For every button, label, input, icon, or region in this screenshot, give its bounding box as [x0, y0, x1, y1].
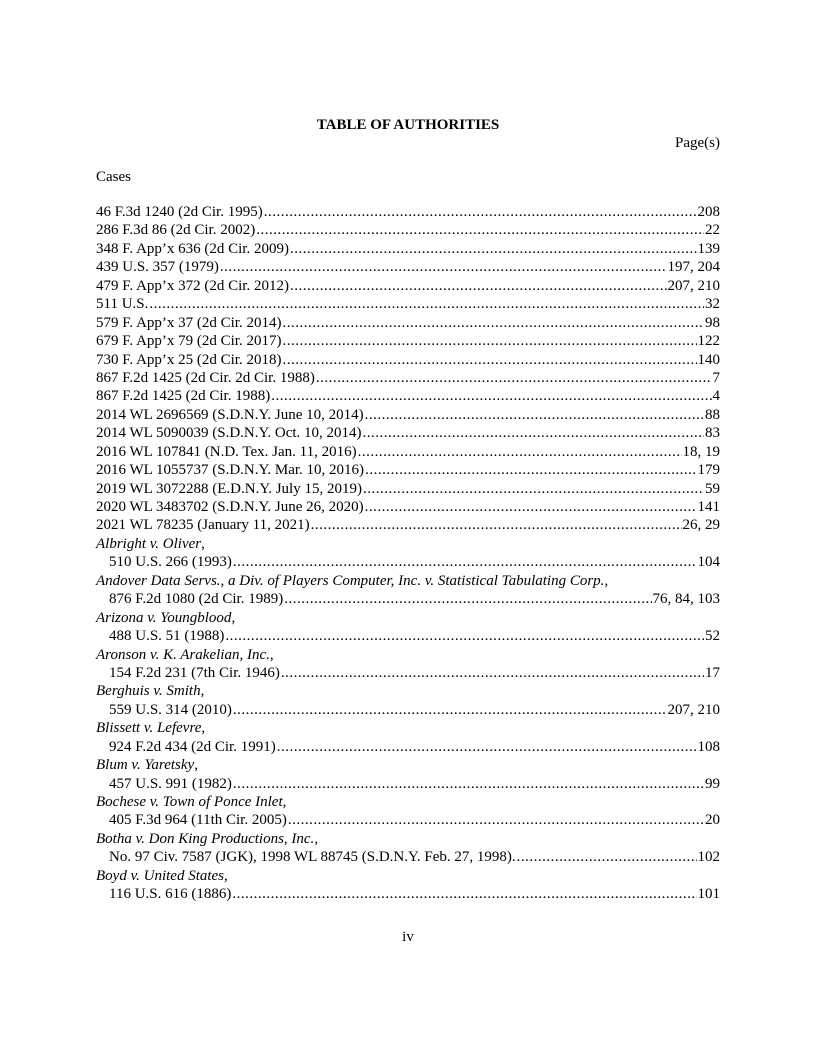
- citation-text: 154 F.2d 231 (7th Cir. 1946): [109, 664, 280, 681]
- page-column-header: Page(s): [675, 135, 720, 151]
- dot-leader: [256, 221, 704, 239]
- page-reference: 26, 29: [682, 517, 720, 534]
- page-reference: 18, 19: [682, 443, 720, 460]
- page-reference: 139: [697, 240, 720, 257]
- citation-line: [96, 590, 720, 608]
- case-name: [96, 609, 720, 627]
- citation-text: 510 U.S. 266 (1993): [109, 554, 232, 571]
- citation-line: [96, 885, 720, 903]
- citation-text: 488 U.S. 51 (1988): [109, 628, 225, 645]
- page-reference: 7: [712, 369, 720, 386]
- dot-leader: [233, 701, 667, 719]
- page-number: iv: [402, 929, 414, 945]
- citation-line: [96, 461, 720, 479]
- case-name-comma: ,: [314, 830, 319, 847]
- citation-text: 2019 WL 3072288 (E.D.N.Y. July 15, 2019): [96, 480, 362, 497]
- case-entry: [96, 609, 720, 646]
- citation-text: 679 F. App’x 79 (2d Cir. 2017): [96, 333, 282, 350]
- case-name-comma: ,: [194, 757, 198, 774]
- page-reference: 99: [705, 775, 720, 792]
- dot-leader: [220, 258, 667, 276]
- dot-leader: [365, 461, 696, 479]
- citation-text: 924 F.2d 434 (2d Cir. 1991): [109, 738, 276, 755]
- page-reference: 104: [697, 554, 720, 571]
- page-reference: 59: [705, 480, 720, 497]
- citation-text: 116 U.S. 616 (1886): [109, 886, 232, 903]
- page-reference: 197, 204: [667, 259, 720, 276]
- dot-leader: [282, 332, 696, 350]
- citation-line: [96, 387, 720, 405]
- citation-text: 46 F.3d 1240 (2d Cir. 1995): [96, 204, 263, 220]
- dot-leader: [316, 369, 712, 387]
- citation-text: 286 F.3d 86 (2d Cir. 2002): [96, 222, 256, 239]
- citation-text: 876 F.2d 1080 (2d Cir. 1989): [109, 591, 284, 608]
- case-name-comma: ,: [231, 609, 236, 626]
- page-reference: 20: [705, 812, 720, 829]
- citation-line: [96, 498, 720, 516]
- dot-leader: [232, 885, 696, 903]
- case-entry: [96, 646, 720, 683]
- case-entry: [96, 535, 720, 572]
- case-name: [96, 867, 720, 885]
- citation-line: [96, 480, 720, 498]
- case-name-text: Boyd v. United States: [96, 867, 225, 884]
- case-name-comma: ,: [201, 535, 205, 552]
- page-reference: 22: [705, 222, 720, 239]
- dot-leader: [363, 480, 704, 498]
- citation-text: 479 F. App’x 372 (2d Cir. 2012): [96, 277, 289, 294]
- citation-line: [96, 664, 720, 682]
- authorities-list: [96, 203, 720, 904]
- page-reference: 88: [705, 406, 720, 423]
- dot-leader: [233, 775, 704, 793]
- citation-line: [96, 811, 720, 829]
- dot-leader: [284, 590, 651, 608]
- page-title: TABLE OF AUTHORITIES: [316, 117, 500, 133]
- page-reference: 141: [697, 499, 720, 515]
- case-name: [96, 830, 720, 848]
- page-reference: 108: [697, 738, 720, 755]
- citation-text: 2016 WL 1055737 (S.D.N.Y. Mar. 10, 2016): [96, 462, 365, 479]
- citation-line: [96, 553, 720, 571]
- citation-text: 511 U.S.: [96, 296, 149, 313]
- case-name-comma: ,: [201, 720, 206, 737]
- case-entry: [96, 830, 720, 867]
- page-reference: 52: [705, 628, 720, 645]
- citation-line: [96, 351, 720, 369]
- citation-text: 867 F.2d 1425 (2d Cir. 1988): [96, 388, 271, 405]
- case-name-text: Blissett v. Lefevre: [96, 720, 202, 737]
- citation-line: [96, 369, 720, 387]
- case-entry: [96, 572, 720, 609]
- citation-line: [96, 775, 720, 793]
- citation-text: 559 U.S. 314 (2010): [109, 701, 232, 718]
- page-reference: 207, 210: [667, 277, 720, 294]
- dot-leader: [282, 314, 704, 332]
- citation-text: 2014 WL 2696569 (S.D.N.Y. June 10, 2014): [96, 406, 364, 423]
- case-name: [96, 682, 720, 700]
- page-reference: 140: [697, 351, 720, 368]
- citation-line: [96, 314, 720, 332]
- dot-leader: [282, 351, 696, 369]
- citation-line: [96, 406, 720, 424]
- case-entry: [96, 867, 720, 904]
- citation-line: [96, 516, 720, 534]
- citation-line: [96, 332, 720, 350]
- citation-text: 2020 WL 3483702 (S.D.N.Y. June 26, 2020): [96, 499, 364, 515]
- case-name: [96, 572, 720, 590]
- case-entry: [96, 756, 720, 793]
- dot-leader: [365, 406, 704, 424]
- dot-leader: [281, 664, 704, 682]
- case-name: [96, 646, 720, 664]
- page-reference: 17: [705, 664, 720, 681]
- citation-line: [96, 277, 720, 295]
- citation-line: [96, 295, 720, 313]
- dot-leader: [363, 424, 704, 442]
- page-reference: 98: [705, 314, 720, 331]
- dot-leader: [290, 240, 697, 258]
- case-name-comma: ,: [200, 683, 205, 700]
- citation-text: 405 F.3d 964 (11th Cir. 2005): [109, 812, 287, 829]
- case-name: [96, 756, 720, 774]
- case-name-text: Aronson v. K. Arakelian, Inc.: [96, 646, 270, 663]
- citation-line: [96, 443, 720, 461]
- dot-leader: [288, 811, 704, 829]
- plain-citation-list: [96, 203, 720, 535]
- named-case-list: [96, 535, 720, 904]
- case-name-comma: ,: [604, 572, 609, 589]
- citation-text: 730 F. App’x 25 (2d Cir. 2018): [96, 351, 282, 368]
- dot-leader: [517, 848, 697, 866]
- case-name-comma: ,: [269, 646, 274, 663]
- page-reference: 207, 210: [667, 701, 720, 718]
- case-entry: [96, 682, 720, 719]
- case-name-text: Andover Data Servs., a Div. of Players Computer, Inc. v. Statistical Tabulating Corp.: [96, 572, 605, 589]
- citation-line: [96, 240, 720, 258]
- case-entry: [96, 719, 720, 756]
- citation-text: 2016 WL 107841 (N.D. Tex. Jan. 11, 2016): [96, 443, 357, 460]
- page-reference: 32: [705, 296, 720, 313]
- citation-line: [96, 848, 720, 866]
- case-name-text: Botha v. Don King Productions, Inc.: [96, 830, 315, 847]
- dot-leader: [225, 627, 704, 645]
- case-entry: [96, 793, 720, 830]
- page-reference: 76, 84, 103: [652, 591, 720, 608]
- citation-line: [96, 258, 720, 276]
- citation-text: 579 F. App’x 37 (2d Cir. 2014): [96, 314, 282, 331]
- page-reference: 122: [697, 333, 720, 350]
- citation-text: 2021 WL 78235 (January 11, 2021): [96, 517, 310, 534]
- citation-line: [96, 701, 720, 719]
- page-reference: 4: [712, 388, 720, 405]
- case-name-text: Berghuis v. Smith: [96, 683, 201, 700]
- dot-leader: [149, 295, 704, 313]
- dot-leader: [264, 203, 697, 221]
- case-name-text: Bochese v. Town of Ponce Inlet: [96, 794, 283, 810]
- page-reference: 208: [697, 204, 720, 220]
- dot-leader: [277, 738, 697, 756]
- dot-leader: [290, 277, 667, 295]
- citation-line: [96, 424, 720, 442]
- dot-leader: [358, 443, 682, 461]
- page-reference: 179: [697, 462, 720, 479]
- case-name-text: Albright v. Oliver: [96, 535, 202, 552]
- citation-line: [96, 221, 720, 239]
- dot-leader: [311, 516, 682, 534]
- citation-line: [96, 738, 720, 756]
- case-name-text: Arizona v. Youngblood: [96, 609, 232, 626]
- case-name-comma: ,: [224, 867, 228, 884]
- citation-text: 2014 WL 5090039 (S.D.N.Y. Oct. 10, 2014): [96, 425, 362, 442]
- case-name-comma: ,: [282, 794, 287, 810]
- dot-leader: [233, 553, 697, 571]
- dot-leader: [271, 387, 711, 405]
- citation-text: 348 F. App’x 636 (2d Cir. 2009): [96, 240, 289, 257]
- citation-text: 457 U.S. 991 (1982): [109, 775, 232, 792]
- case-name: [96, 793, 720, 811]
- case-name: [96, 535, 720, 553]
- page-reference: 83: [705, 425, 720, 442]
- case-name: [96, 719, 720, 737]
- citation-text: 439 U.S. 357 (1979): [96, 259, 219, 276]
- page-reference: 102: [697, 849, 720, 866]
- citation-text: 867 F.2d 1425 (2d Cir. 2d Cir. 1988): [96, 369, 315, 386]
- citation-line: [96, 203, 720, 221]
- section-heading: Cases: [96, 169, 131, 185]
- citation-line: [96, 627, 720, 645]
- citation-text: No. 97 Civ. 7587 (JGK), 1998 WL 88745 (S.D.N.Y. Feb. 27, 1998).: [109, 849, 516, 866]
- case-name-text: Blum v. Yaretsky: [96, 757, 195, 774]
- page-reference: 101: [697, 886, 720, 903]
- dot-leader: [365, 498, 697, 516]
